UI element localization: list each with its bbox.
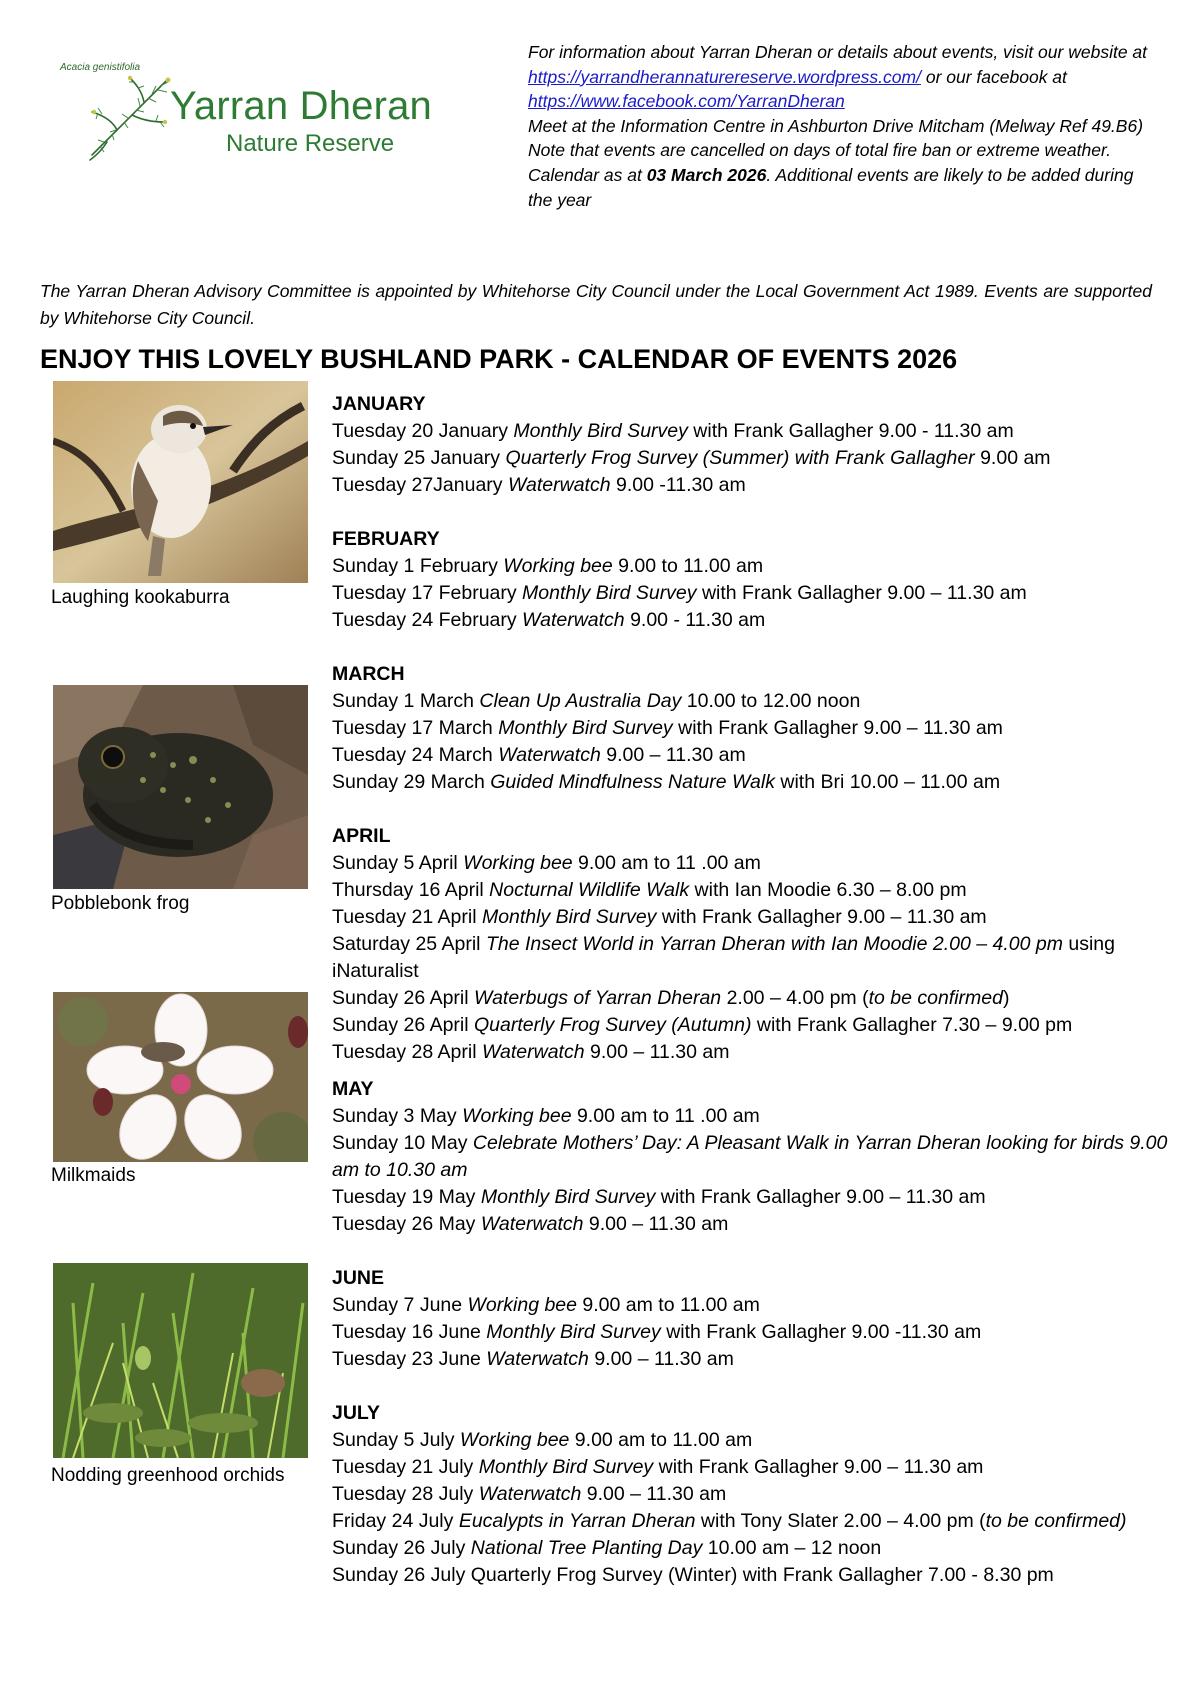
photo-caption: Nodding greenhood orchids <box>51 1465 285 1486</box>
event-item <box>332 1103 1172 1130</box>
event-text: Sunday 5 April <box>332 852 464 874</box>
event-title: Eucalypts in Yarran Dheran <box>458 1510 696 1532</box>
event-text: with Bri 10.00 – 11.00 am <box>774 771 1001 793</box>
event-text: with Frank Gallagher 9.00 -11.30 am <box>660 1321 982 1343</box>
month-heading: JANUARY <box>332 393 426 415</box>
logo-subtitle: Nature Reserve <box>226 130 395 157</box>
event-text: Tuesday 19 May <box>332 1186 481 1208</box>
event-item <box>332 769 1172 796</box>
event-item <box>332 1454 1172 1481</box>
event-text: with Frank Gallagher 9.00 – 11.30 am <box>656 906 987 928</box>
month-spacer <box>332 499 1172 526</box>
event-text: with Frank Gallagher 9.00 – 11.30 am <box>653 1456 984 1478</box>
event-item <box>332 985 1172 1012</box>
committee-statement: The Yarran Dheran Advisory Committee is appointed by Whitehorse City Council under the Local Government Act 1989. Events are supported by Whitehorse City Council. <box>40 281 1152 328</box>
meeting-location: Meet at the Information Centre in Ashburton Drive Mitcham (Melway Ref 49.B6) <box>528 115 1144 136</box>
event-text: Sunday 29 March <box>332 771 491 793</box>
logo-species-label: Acacia genistifolia <box>60 62 141 73</box>
reserve-logo <box>58 54 498 174</box>
month-heading: FEBRUARY <box>332 528 440 550</box>
event-item <box>332 877 1172 904</box>
facebook-link[interactable]: https://www.facebook.com/YarranDheran <box>528 91 845 112</box>
month-heading: JULY <box>332 1402 381 1424</box>
event-text: Sunday 25 January <box>332 447 506 469</box>
event-text: Friday 24 July <box>332 1510 459 1532</box>
info-text: website at <box>1068 42 1148 62</box>
event-text: Sunday 26 July Quarterly Frog Survey (Winter) with Frank Gallagher 7.00 - 8.30 pm <box>332 1564 1054 1586</box>
event-title: Monthly Bird Survey <box>486 1321 661 1343</box>
event-title: Waterwatch <box>481 1041 585 1063</box>
info-text: Calendar as at <box>528 164 647 185</box>
event-text: 9.00 - 11.30 am <box>624 609 766 631</box>
event-text: Tuesday 24 February <box>332 609 523 631</box>
month-heading: MARCH <box>332 663 405 685</box>
event-title: to be confirmed <box>868 987 1003 1009</box>
event-text: 9.00 – 11.30 am <box>583 1213 729 1235</box>
event-item <box>332 1562 1172 1589</box>
month-heading: JUNE <box>332 1267 385 1289</box>
event-text: 9.00 – 11.30 am <box>581 1483 727 1505</box>
event-title: Guided Mindfulness Nature Walk <box>490 771 775 793</box>
event-title: Monthly Bird Survey <box>522 582 697 604</box>
event-text: Sunday 26 April <box>332 987 475 1009</box>
event-title: Waterbugs of Yarran Dheran <box>474 987 722 1009</box>
event-text: Sunday 26 April <box>332 1014 475 1036</box>
page-title: ENJOY THIS LOVELY BUSHLAND PARK - CALENDAR OF EVENTS 2026 <box>40 344 958 374</box>
event-text: with Frank Gallagher 9.00 – 11.30 am <box>672 717 1003 739</box>
event-item <box>332 1292 1172 1319</box>
event-text: with Frank Gallagher 9.00 – 11.30 am <box>655 1186 986 1208</box>
photo-caption: Milkmaids <box>51 1165 136 1186</box>
event-title: Working bee <box>503 555 613 577</box>
event-text: Tuesday 23 June <box>332 1348 487 1370</box>
event-text: Tuesday 20 January <box>332 420 514 442</box>
event-text: Tuesday 16 June <box>332 1321 487 1343</box>
event-title: Monthly Bird Survey <box>513 420 688 442</box>
event-text: Sunday 10 May <box>332 1132 473 1154</box>
event-item <box>332 607 1172 634</box>
event-text: Tuesday 28 July <box>332 1483 479 1505</box>
event-text: Sunday 26 July <box>332 1537 471 1559</box>
website-link[interactable]: https://yarrandherannaturereserve.wordpress.com/ <box>528 66 921 87</box>
event-text: with Frank Gallagher 7.30 – 9.00 pm <box>751 1014 1073 1036</box>
month-spacer <box>332 796 1172 823</box>
event-title: Monthly Bird Survey <box>498 717 673 739</box>
event-text: 9.00 am to 11.00 am <box>577 1294 760 1316</box>
event-title: Nocturnal Wildlife Walk <box>489 879 690 901</box>
event-text: with Ian Moodie 6.30 – 8.00 pm <box>689 879 967 901</box>
event-text: with Tony Slater 2.00 – 4.00 pm ( <box>695 1510 986 1532</box>
event-item <box>332 553 1172 580</box>
event-title: The Insect World in Yarran Dheran with Ian Moodie 2.00 – 4.00 pm <box>485 933 1063 955</box>
event-text: with Frank Gallagher 9.00 - 11.30 am <box>687 420 1014 442</box>
photo-caption: Laughing kookaburra <box>51 587 230 608</box>
event-item <box>332 1184 1172 1211</box>
event-item <box>332 1012 1172 1039</box>
event-text: Tuesday 21 April <box>332 906 482 928</box>
event-item <box>332 1535 1172 1562</box>
photo-caption: Pobblebonk frog <box>51 893 190 914</box>
month-spacer <box>332 1066 1172 1076</box>
event-item <box>332 445 1172 472</box>
month-spacer <box>332 1373 1172 1400</box>
event-title: Clean Up Australia Day <box>479 690 682 712</box>
event-title: Waterwatch <box>480 1213 584 1235</box>
event-title: Quarterly Frog Survey (Autumn) <box>474 1014 752 1036</box>
info-block <box>528 40 1148 212</box>
event-title: Waterwatch <box>498 744 601 766</box>
event-text: Tuesday 26 May <box>332 1213 481 1235</box>
event-text: Sunday 1 February <box>332 555 504 577</box>
event-text: 9.00 – 11.30 am <box>600 744 746 766</box>
event-item <box>332 1319 1172 1346</box>
info-line: For information about Yarran Dheran or details about events, visit our <box>528 42 1064 62</box>
frog-photo <box>53 685 308 889</box>
event-text: 9.00 am to 11 .00 am <box>571 1105 760 1127</box>
month-spacer <box>332 1238 1172 1265</box>
event-title: National Tree Planting Day <box>470 1537 703 1559</box>
event-title: Working bee <box>459 1429 570 1451</box>
month-spacer <box>332 634 1172 661</box>
event-item <box>332 1130 1172 1184</box>
event-item <box>332 688 1172 715</box>
info-text: or our <box>920 66 972 87</box>
event-title: to be confirmed) <box>985 1510 1127 1532</box>
event-title: Working bee <box>467 1294 577 1316</box>
info-text: . Additional events are likely to be added during the year <box>528 164 1134 210</box>
event-title: Waterwatch <box>507 474 611 496</box>
event-text: ) <box>1002 987 1010 1009</box>
calendar-date: 03 March 2026 <box>646 164 767 185</box>
milkmaids-photo <box>53 992 308 1162</box>
event-text: Tuesday 27January <box>332 474 508 496</box>
event-text: Sunday 5 July <box>332 1429 460 1451</box>
logo-title: Yarran Dheran <box>170 84 432 128</box>
kookaburra-photo <box>53 381 308 583</box>
event-item <box>332 904 1172 931</box>
event-text: 9.00 am to 11.00 am <box>569 1429 753 1451</box>
event-text: Tuesday 21 July <box>332 1456 479 1478</box>
month-heading: MAY <box>332 1078 374 1100</box>
event-item <box>332 850 1172 877</box>
event-item <box>332 1481 1172 1508</box>
event-item <box>332 580 1172 607</box>
event-item <box>332 1211 1172 1238</box>
event-text: Sunday 7 June <box>332 1294 468 1316</box>
event-title: Waterwatch <box>478 1483 582 1505</box>
event-text: Sunday 3 May <box>332 1105 463 1127</box>
event-title: Waterwatch <box>486 1348 589 1370</box>
event-item <box>332 742 1172 769</box>
event-item <box>332 418 1172 445</box>
event-text: 9.00 am to 11 .00 am <box>572 852 761 874</box>
event-title: Monthly Bird Survey <box>478 1456 654 1478</box>
event-text: 10.00 am – 12 noon <box>702 1537 882 1559</box>
event-item <box>332 1039 1172 1066</box>
event-text: Tuesday 28 April <box>332 1041 482 1063</box>
event-text: with Frank Gallagher 9.00 – 11.30 am <box>696 582 1027 604</box>
event-text: Tuesday 17 March <box>332 717 499 739</box>
event-text: Saturday 25 April <box>332 933 486 955</box>
event-text: Tuesday 24 March <box>332 744 499 766</box>
event-item <box>332 1427 1172 1454</box>
event-title: Monthly Bird Survey <box>481 906 657 928</box>
month-heading: APRIL <box>332 825 391 847</box>
cancellation-note: Note that events are cancelled on days of total fire ban or extreme weather. <box>528 140 1112 161</box>
event-item <box>332 472 1172 499</box>
event-text: 9.00 am <box>974 447 1051 469</box>
event-item <box>332 931 1172 985</box>
event-text: using iNaturalist <box>332 933 1115 982</box>
greenhood-orchids-photo <box>53 1263 308 1458</box>
event-title: Monthly Bird Survey <box>480 1186 656 1208</box>
event-text: 10.00 to 12.00 noon <box>681 690 861 712</box>
event-item <box>332 715 1172 742</box>
event-text: 9.00 – 11.30 am <box>588 1348 734 1370</box>
event-title: Working bee <box>462 1105 572 1127</box>
event-text: 9.00 -11.30 am <box>610 474 746 496</box>
events-calendar <box>332 391 1172 1589</box>
event-item <box>332 1346 1172 1373</box>
event-text: 9.00 to 11.00 am <box>612 555 764 577</box>
event-item <box>332 1508 1172 1535</box>
calendar-date-note <box>528 163 1148 212</box>
event-title: Celebrate Mothers’ Day: A Pleasant Walk in Yarran Dheran looking for birds 9.00 am to 10.30 am <box>332 1132 1168 1181</box>
event-text: 2.00 – 4.00 pm ( <box>721 987 869 1009</box>
event-text: Sunday 1 March <box>332 690 480 712</box>
event-text: Tuesday 17 February <box>332 582 523 604</box>
info-intro <box>528 40 1148 114</box>
event-title: Waterwatch <box>522 609 625 631</box>
event-text: 9.00 – 11.30 am <box>584 1041 730 1063</box>
event-title: Working bee <box>463 852 573 874</box>
event-text: Thursday 16 April <box>332 879 490 901</box>
info-text: facebook at <box>976 66 1067 87</box>
event-title: Quarterly Frog Survey (Summer) with Frank Gallagher <box>505 447 975 469</box>
